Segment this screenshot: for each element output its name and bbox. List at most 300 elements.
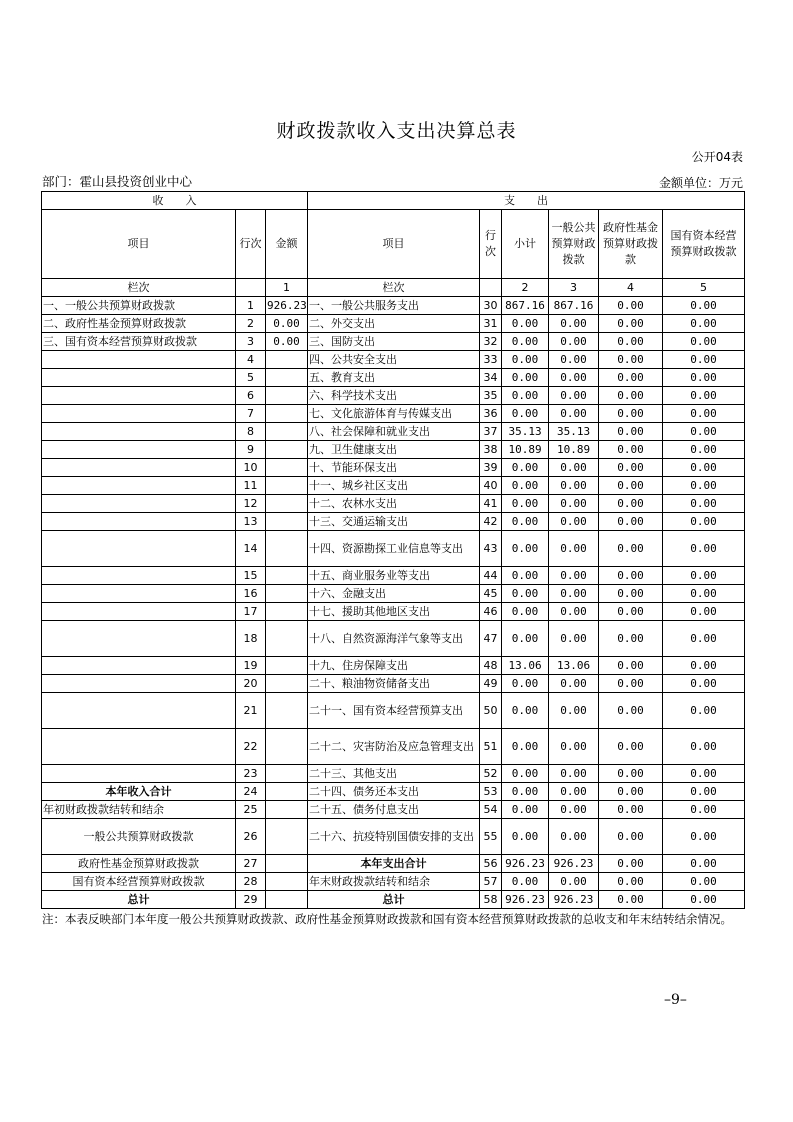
expense-line: 44: [480, 567, 502, 585]
table-note: 注：本表反映部门本年度一般公共预算财政拨款、政府性基金预算财政拨款和国有资本经营预算财政拨款的总收支和年末结转结余情况。: [42, 912, 732, 926]
income-amount: 0.00: [266, 315, 308, 333]
general-budget-value: 0.00: [549, 351, 599, 369]
income-amount: 926.23: [266, 297, 308, 315]
income-line: 16: [236, 585, 266, 603]
page-title: 财政拨款收入支出决算总表: [276, 120, 517, 142]
state-capital-value: 0.00: [663, 531, 745, 567]
income-section-header: 收 入: [42, 192, 308, 210]
income-line: 15: [236, 567, 266, 585]
income-amount: [266, 783, 308, 801]
expense-line: 42: [480, 513, 502, 531]
income-item: [42, 567, 236, 585]
expense-item: 十六、金融支出: [308, 585, 480, 603]
expense-item: 九、卫生健康支出: [308, 441, 480, 459]
page-number: –9–: [664, 992, 687, 1008]
table-row: [42, 567, 745, 585]
income-item-header: 项目: [42, 210, 236, 279]
expense-line: 54: [480, 801, 502, 819]
gov-fund-value: 0.00: [599, 441, 663, 459]
income-amount: [266, 441, 308, 459]
income-line: 10: [236, 459, 266, 477]
expense-item: 八、社会保障和就业支出: [308, 423, 480, 441]
expense-item: 十一、城乡社区支出: [308, 477, 480, 495]
income-amount: [266, 585, 308, 603]
general-budget-value: 0.00: [549, 459, 599, 477]
state-capital-value: 0.00: [663, 873, 745, 891]
expense-item-header: 项目: [308, 210, 480, 279]
expense-item: 五、教育支出: [308, 369, 480, 387]
gov-fund-value: 0.00: [599, 405, 663, 423]
income-line: 28: [236, 873, 266, 891]
expense-line: 56: [480, 855, 502, 873]
expense-subtotal: 0.00: [502, 387, 549, 405]
expense-subtotal: 0.00: [502, 531, 549, 567]
income-line: 5: [236, 369, 266, 387]
income-line: 27: [236, 855, 266, 873]
income-item: [42, 387, 236, 405]
expense-subtotal: 0.00: [502, 819, 549, 855]
general-budget-value: 0.00: [549, 315, 599, 333]
income-line: 29: [236, 891, 266, 909]
income-item: 一般公共预算财政拨款: [42, 819, 236, 855]
expense-subtotal: 0.00: [502, 693, 549, 729]
income-line: 7: [236, 405, 266, 423]
fiscal-summary-table: [41, 191, 745, 909]
income-amount: [266, 477, 308, 495]
income-line: 20: [236, 675, 266, 693]
income-item: [42, 585, 236, 603]
expense-item: 二十、粮油物资储备支出: [308, 675, 480, 693]
expense-subtotal: 867.16: [502, 297, 549, 315]
table-row: [42, 657, 745, 675]
income-line: 12: [236, 495, 266, 513]
expense-line: 55: [480, 819, 502, 855]
income-line: 2: [236, 315, 266, 333]
state-capital-value: 0.00: [663, 477, 745, 495]
expense-line: 46: [480, 603, 502, 621]
expense-item: 本年支出合计: [308, 855, 480, 873]
gov-fund-value: 0.00: [599, 765, 663, 783]
income-item: [42, 531, 236, 567]
general-budget-value: 0.00: [549, 621, 599, 657]
income-line: 18: [236, 621, 266, 657]
gov-fund-value: 0.00: [599, 351, 663, 369]
col-index-4: 4: [599, 279, 663, 297]
income-item: 年初财政拨款结转和结余: [42, 801, 236, 819]
expense-item: 十、节能环保支出: [308, 459, 480, 477]
expense-line: 34: [480, 369, 502, 387]
gov-fund-value: 0.00: [599, 423, 663, 441]
expense-item: 年末财政拨款结转和结余: [308, 873, 480, 891]
table-row: [42, 801, 745, 819]
income-item: 一、一般公共预算财政拨款: [42, 297, 236, 315]
gov-fund-value: 0.00: [599, 855, 663, 873]
expense-subtotal: 0.00: [502, 765, 549, 783]
unit-label: 金额单位：万元: [658, 176, 743, 190]
table-row: [42, 729, 745, 765]
gov-fund-value: 0.00: [599, 567, 663, 585]
general-budget-value: 926.23: [549, 891, 599, 909]
income-item: [42, 495, 236, 513]
expense-line: 35: [480, 387, 502, 405]
expense-line: 51: [480, 729, 502, 765]
income-item: 总计: [42, 891, 236, 909]
expense-subtotal: 0.00: [502, 621, 549, 657]
table-row: [42, 369, 745, 387]
expense-line: 53: [480, 783, 502, 801]
income-amount: [266, 819, 308, 855]
expense-subtotal: 0.00: [502, 801, 549, 819]
state-capital-value: 0.00: [663, 855, 745, 873]
table-row: [42, 819, 745, 855]
table-row: [42, 783, 745, 801]
expense-section-header: 支 出: [308, 192, 745, 210]
expense-subtotal: 0.00: [502, 675, 549, 693]
income-line: 23: [236, 765, 266, 783]
table-row: [42, 621, 745, 657]
state-capital-value: 0.00: [663, 657, 745, 675]
table-row: [42, 423, 745, 441]
general-budget-value: 0.00: [549, 369, 599, 387]
table-row: [42, 603, 745, 621]
state-capital-value: 0.00: [663, 423, 745, 441]
table-row: [42, 333, 745, 351]
general-budget-value: 10.89: [549, 441, 599, 459]
subtotal-header: 小计: [502, 210, 549, 279]
column-index-row: [42, 279, 745, 297]
general-budget-value: 0.00: [549, 693, 599, 729]
table-row: [42, 585, 745, 603]
header-row-columns: [42, 210, 745, 279]
expense-item: 一、一般公共服务支出: [308, 297, 480, 315]
income-amount: [266, 405, 308, 423]
table-row: [42, 531, 745, 567]
state-capital-value: 0.00: [663, 585, 745, 603]
income-amount: [266, 531, 308, 567]
department-label: 部门：霍山县投资创业中心: [42, 174, 193, 189]
income-item: 国有资本经营预算财政拨款: [42, 873, 236, 891]
state-capital-value: 0.00: [663, 567, 745, 585]
state-capital-value: 0.00: [663, 603, 745, 621]
income-line: 21: [236, 693, 266, 729]
table-row: [42, 477, 745, 495]
table-row: [42, 513, 745, 531]
income-amount: [266, 729, 308, 765]
general-budget-value: 926.23: [549, 855, 599, 873]
general-budget-value: 0.00: [549, 477, 599, 495]
income-item: 本年收入合计: [42, 783, 236, 801]
expense-line: 50: [480, 693, 502, 729]
state-capital-value: 0.00: [663, 513, 745, 531]
income-line: 6: [236, 387, 266, 405]
expense-item: 二十五、债务付息支出: [308, 801, 480, 819]
expense-line: 38: [480, 441, 502, 459]
expense-line: 41: [480, 495, 502, 513]
income-line-header: 行次: [236, 210, 266, 279]
income-item: [42, 423, 236, 441]
general-budget-value: 0.00: [549, 783, 599, 801]
table-row: [42, 441, 745, 459]
state-capital-value: 0.00: [663, 783, 745, 801]
state-capital-value: 0.00: [663, 387, 745, 405]
table-row: [42, 693, 745, 729]
expense-item: 二、外交支出: [308, 315, 480, 333]
expense-subtotal: 35.13: [502, 423, 549, 441]
income-line: 25: [236, 801, 266, 819]
gov-fund-value: 0.00: [599, 477, 663, 495]
table-row: [42, 405, 745, 423]
table-row: [42, 675, 745, 693]
state-capital-value: 0.00: [663, 891, 745, 909]
expense-item: 二十四、债务还本支出: [308, 783, 480, 801]
expense-line: 36: [480, 405, 502, 423]
col-label-expense: 栏次: [308, 279, 480, 297]
general-budget-value: 0.00: [549, 387, 599, 405]
table-row: [42, 315, 745, 333]
income-amount: [266, 873, 308, 891]
income-item: [42, 441, 236, 459]
expense-line: 43: [480, 531, 502, 567]
expense-line: 49: [480, 675, 502, 693]
gov-fund-value: 0.00: [599, 819, 663, 855]
state-capital-value: 0.00: [663, 693, 745, 729]
expense-line: 39: [480, 459, 502, 477]
income-line: 17: [236, 603, 266, 621]
col-index-3: 3: [549, 279, 599, 297]
income-amount: [266, 351, 308, 369]
general-budget-value: 0.00: [549, 585, 599, 603]
expense-item: 二十一、国有资本经营预算支出: [308, 693, 480, 729]
gov-fund-value: 0.00: [599, 675, 663, 693]
state-capital-value: 0.00: [663, 765, 745, 783]
income-amount: [266, 765, 308, 783]
expense-subtotal: 0.00: [502, 783, 549, 801]
expense-item: 六、科学技术支出: [308, 387, 480, 405]
general-budget-value: 0.00: [549, 801, 599, 819]
income-item: [42, 765, 236, 783]
income-amount-header: 金额: [266, 210, 308, 279]
state-capital-value: 0.00: [663, 405, 745, 423]
general-budget-value: 13.06: [549, 657, 599, 675]
income-line: 3: [236, 333, 266, 351]
state-capital-value: 0.00: [663, 819, 745, 855]
general-budget-value: 0.00: [549, 675, 599, 693]
expense-subtotal: 0.00: [502, 603, 549, 621]
income-amount: [266, 459, 308, 477]
expense-line: 45: [480, 585, 502, 603]
table-row: [42, 873, 745, 891]
gov-fund-value: 0.00: [599, 657, 663, 675]
income-item: [42, 459, 236, 477]
income-amount: 0.00: [266, 333, 308, 351]
table-row: [42, 495, 745, 513]
gov-fund-value: 0.00: [599, 531, 663, 567]
income-item: 二、政府性基金预算财政拨款: [42, 315, 236, 333]
state-capital-value: 0.00: [663, 441, 745, 459]
general-budget-value: 0.00: [549, 873, 599, 891]
state-capital-value: 0.00: [663, 729, 745, 765]
expense-line: 52: [480, 765, 502, 783]
expense-subtotal: 0.00: [502, 351, 549, 369]
income-line: 4: [236, 351, 266, 369]
income-amount: [266, 495, 308, 513]
income-amount: [266, 369, 308, 387]
income-line: 9: [236, 441, 266, 459]
income-amount: [266, 657, 308, 675]
form-number: 公开04表: [691, 150, 743, 164]
state-capital-value: 0.00: [663, 315, 745, 333]
state-capital-value: 0.00: [663, 621, 745, 657]
income-item: 政府性基金预算财政拨款: [42, 855, 236, 873]
gov-fund-value: 0.00: [599, 459, 663, 477]
expense-subtotal: 0.00: [502, 315, 549, 333]
income-amount: [266, 603, 308, 621]
expense-subtotal: 0.00: [502, 495, 549, 513]
expense-item: 四、公共安全支出: [308, 351, 480, 369]
income-item: [42, 405, 236, 423]
income-line: 13: [236, 513, 266, 531]
expense-subtotal: 0.00: [502, 567, 549, 585]
income-amount: [266, 423, 308, 441]
income-amount: [266, 693, 308, 729]
gov-fund-value: 0.00: [599, 369, 663, 387]
expense-line: 57: [480, 873, 502, 891]
col-index-1: 1: [266, 279, 308, 297]
expense-item: 十九、住房保障支出: [308, 657, 480, 675]
gov-fund-value: 0.00: [599, 513, 663, 531]
table-row: [42, 387, 745, 405]
expense-line: 37: [480, 423, 502, 441]
expense-item: 十四、资源勘探工业信息等支出: [308, 531, 480, 567]
expense-subtotal: 0.00: [502, 585, 549, 603]
col-label-income: 栏次: [42, 279, 236, 297]
general-budget-value: 867.16: [549, 297, 599, 315]
income-item: [42, 513, 236, 531]
expense-item: 三、国防支出: [308, 333, 480, 351]
state-capital-value: 0.00: [663, 801, 745, 819]
expense-item: 二十三、其他支出: [308, 765, 480, 783]
gov-fund-value: 0.00: [599, 297, 663, 315]
state-capital-value: 0.00: [663, 675, 745, 693]
expense-item: 十二、农林水支出: [308, 495, 480, 513]
expense-subtotal: 0.00: [502, 459, 549, 477]
income-item: [42, 477, 236, 495]
income-item: [42, 693, 236, 729]
expense-subtotal: 0.00: [502, 873, 549, 891]
expense-subtotal: 0.00: [502, 729, 549, 765]
income-line: 26: [236, 819, 266, 855]
income-line: 14: [236, 531, 266, 567]
expense-line-header: 行次: [480, 210, 502, 279]
state-capital-header: 国有资本经营预算财政拨款: [663, 210, 745, 279]
expense-subtotal: 926.23: [502, 891, 549, 909]
income-item: [42, 621, 236, 657]
state-capital-value: 0.00: [663, 351, 745, 369]
expense-subtotal: 0.00: [502, 477, 549, 495]
expense-line: 31: [480, 315, 502, 333]
gov-fund-value: 0.00: [599, 603, 663, 621]
table-row: [42, 855, 745, 873]
income-item: [42, 657, 236, 675]
gov-fund-value: 0.00: [599, 891, 663, 909]
expense-item: 十八、自然资源海洋气象等支出: [308, 621, 480, 657]
expense-line: 30: [480, 297, 502, 315]
expense-item: 十七、援助其他地区支出: [308, 603, 480, 621]
general-budget-value: 0.00: [549, 405, 599, 423]
gov-fund-header: 政府性基金预算财政拨款: [599, 210, 663, 279]
col-index-2: 2: [502, 279, 549, 297]
general-budget-value: 0.00: [549, 531, 599, 567]
income-amount: [266, 387, 308, 405]
income-line: 19: [236, 657, 266, 675]
income-amount: [266, 891, 308, 909]
state-capital-value: 0.00: [663, 495, 745, 513]
income-item: 三、国有资本经营预算财政拨款: [42, 333, 236, 351]
gov-fund-value: 0.00: [599, 315, 663, 333]
general-budget-header: 一般公共预算财政拨款: [549, 210, 599, 279]
income-amount: [266, 567, 308, 585]
expense-line: 47: [480, 621, 502, 657]
income-amount: [266, 855, 308, 873]
gov-fund-value: 0.00: [599, 621, 663, 657]
income-amount: [266, 675, 308, 693]
expense-item: 十三、交通运输支出: [308, 513, 480, 531]
state-capital-value: 0.00: [663, 459, 745, 477]
table-row: [42, 765, 745, 783]
state-capital-value: 0.00: [663, 297, 745, 315]
income-amount: [266, 513, 308, 531]
expense-subtotal: 0.00: [502, 513, 549, 531]
table-row: [42, 297, 745, 315]
expense-item: 二十二、灾害防治及应急管理支出: [308, 729, 480, 765]
expense-line: 40: [480, 477, 502, 495]
general-budget-value: 0.00: [549, 765, 599, 783]
table-row: [42, 891, 745, 909]
income-line: 8: [236, 423, 266, 441]
state-capital-value: 0.00: [663, 369, 745, 387]
general-budget-value: 0.00: [549, 603, 599, 621]
general-budget-value: 0.00: [549, 729, 599, 765]
income-line: 24: [236, 783, 266, 801]
expense-line: 33: [480, 351, 502, 369]
expense-line: 58: [480, 891, 502, 909]
income-item: [42, 369, 236, 387]
general-budget-value: 35.13: [549, 423, 599, 441]
gov-fund-value: 0.00: [599, 585, 663, 603]
header-row-sections: [42, 192, 745, 210]
expense-subtotal: 0.00: [502, 405, 549, 423]
expense-subtotal: 0.00: [502, 333, 549, 351]
col-index-5: 5: [663, 279, 745, 297]
general-budget-value: 0.00: [549, 513, 599, 531]
expense-line: 32: [480, 333, 502, 351]
income-amount: [266, 801, 308, 819]
general-budget-value: 0.00: [549, 333, 599, 351]
table-row: [42, 459, 745, 477]
gov-fund-value: 0.00: [599, 333, 663, 351]
income-item: [42, 729, 236, 765]
income-item: [42, 603, 236, 621]
expense-line: 48: [480, 657, 502, 675]
income-line: 22: [236, 729, 266, 765]
income-item: [42, 675, 236, 693]
gov-fund-value: 0.00: [599, 873, 663, 891]
gov-fund-value: 0.00: [599, 729, 663, 765]
table-row: [42, 351, 745, 369]
gov-fund-value: 0.00: [599, 801, 663, 819]
gov-fund-value: 0.00: [599, 495, 663, 513]
income-item: [42, 351, 236, 369]
